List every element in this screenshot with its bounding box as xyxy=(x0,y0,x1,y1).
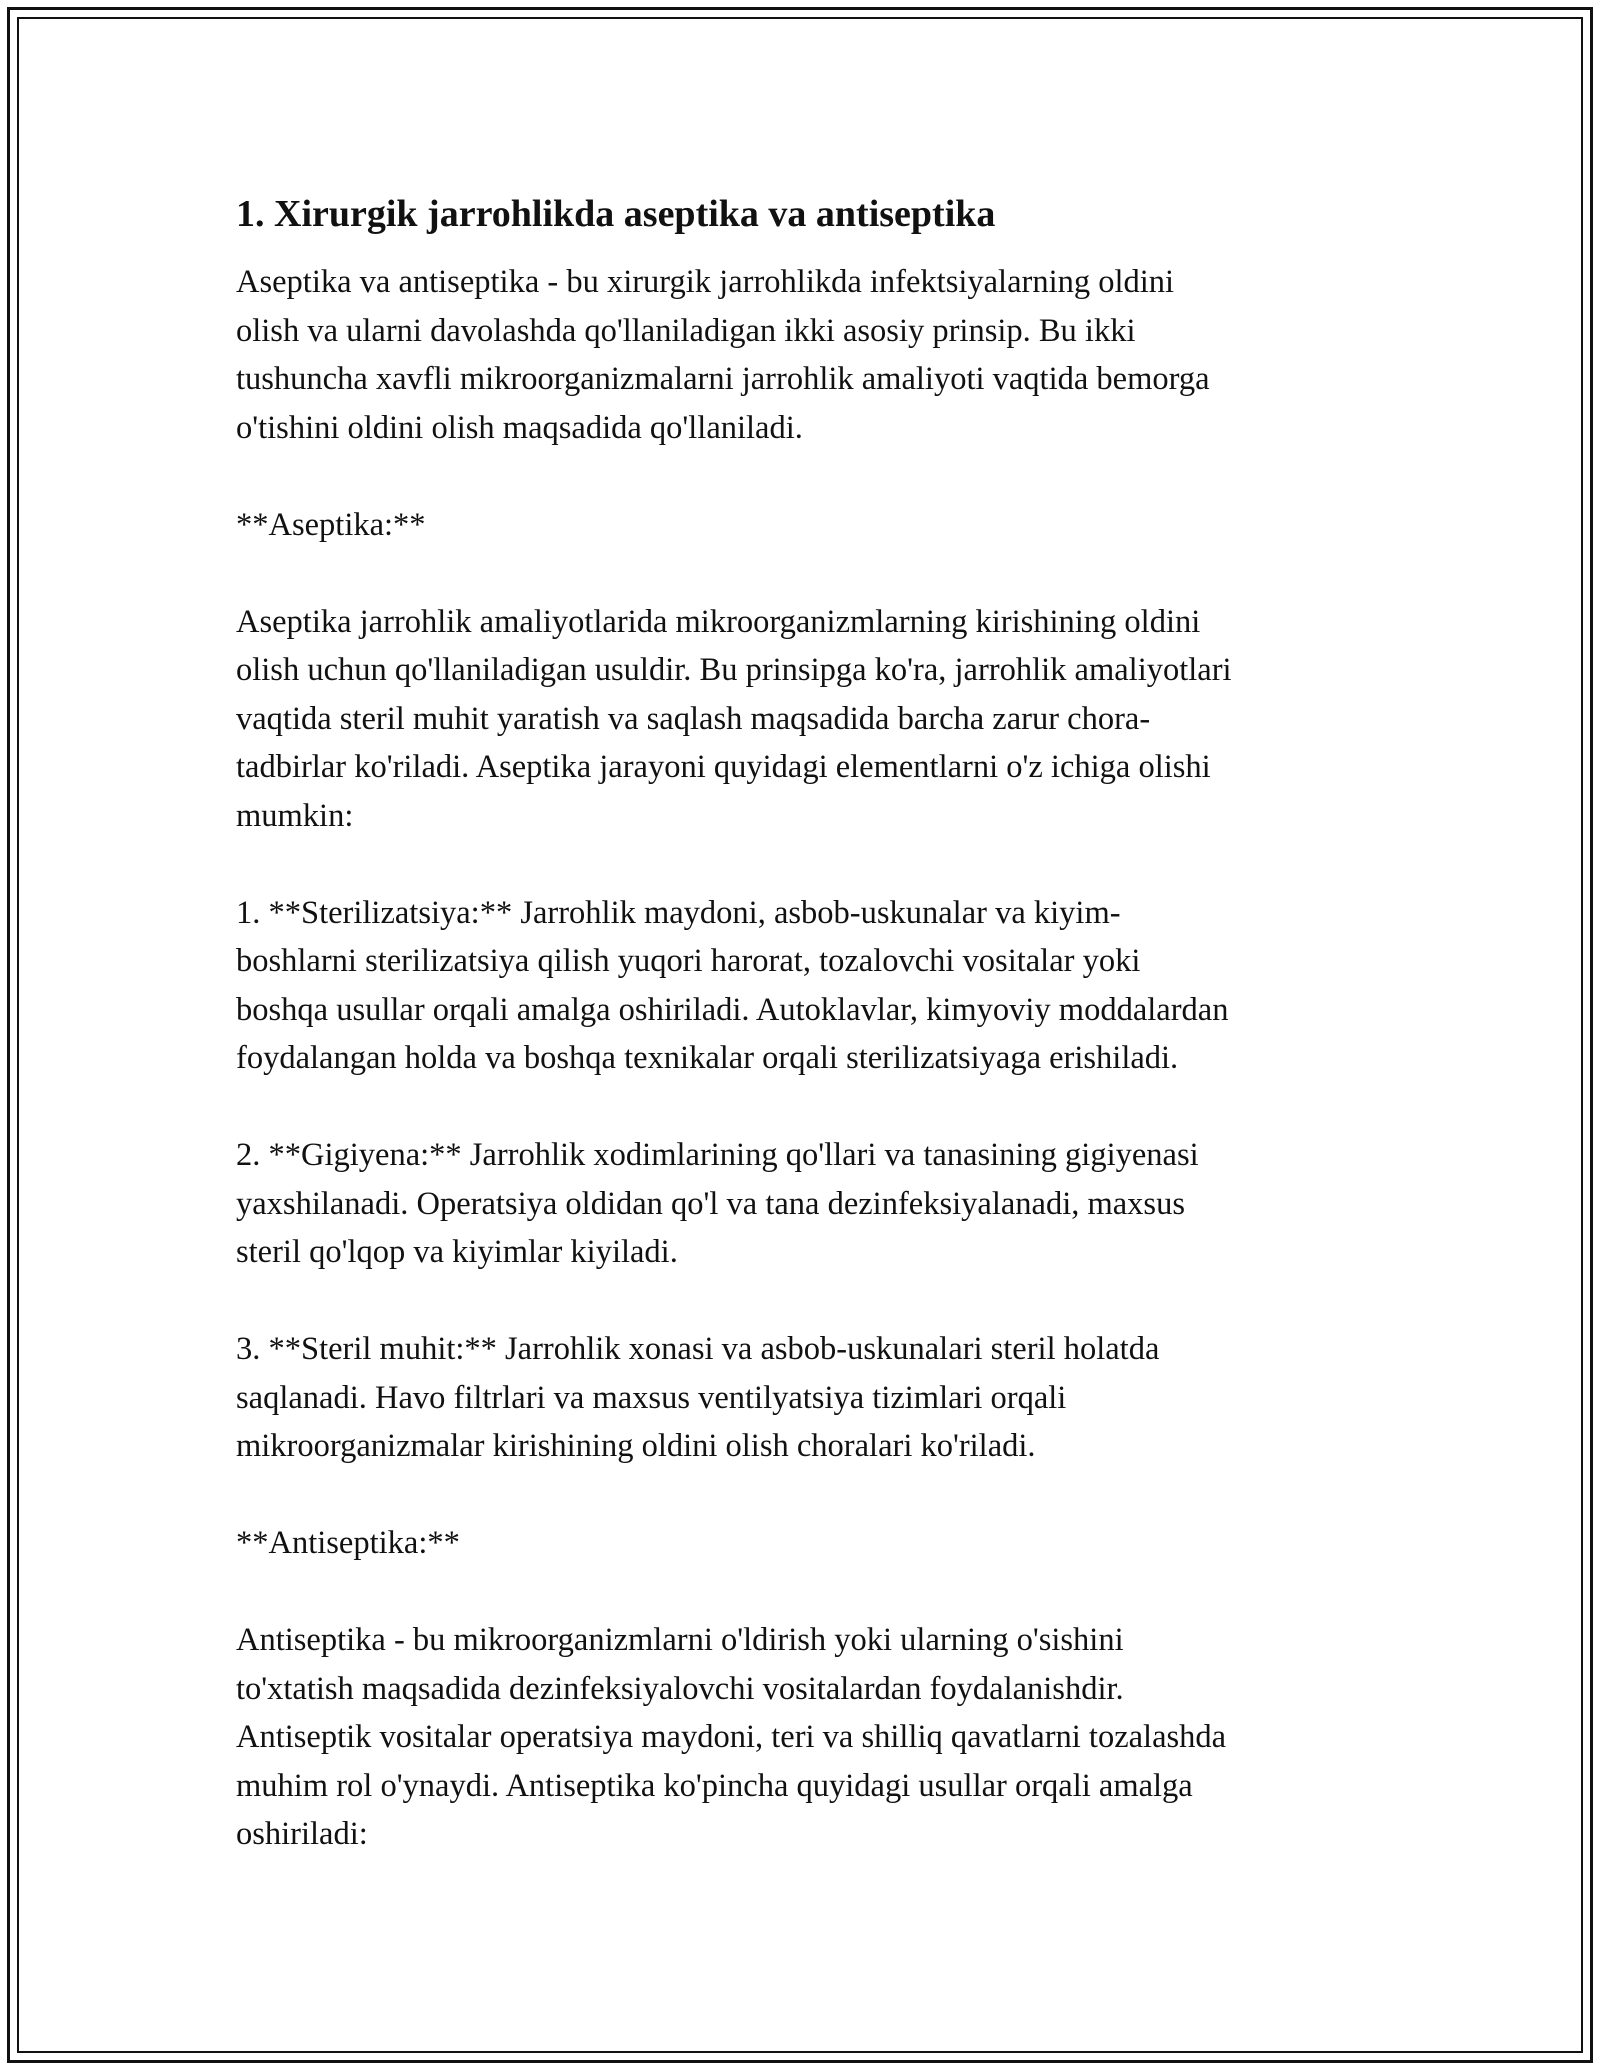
list-item-gigiyena xyxy=(236,1131,1376,1277)
text-line: yaxshilanadi. Operatsiya oldidan qo'l va tana dezinfeksiyalanadi, maxsus xyxy=(236,1185,1185,1222)
text-line: boshqa usullar orqali amalga oshiriladi. Autoklavlar, kimyoviy moddalardan xyxy=(236,991,1229,1028)
text-line: Antiseptik vositalar operatsiya maydoni, teri va shilliq qavatlarni tozalashda xyxy=(236,1719,1227,1755)
text-line: tadbirlar ko'riladi. Aseptika jarayoni quyidagi elementlarni o'z ichiga olishi xyxy=(236,749,1211,785)
text-line: oshiriladi: xyxy=(236,1816,368,1852)
text-line: Aseptika va antiseptika - bu xirurgik jarrohlikda infektsiyalarning oldini xyxy=(236,264,1175,300)
text-line: Aseptika jarrohlik amaliyotlarida mikroorganizmlarning kirishining oldini xyxy=(236,603,1201,640)
text-line: muhim rol o'ynaydi. Antiseptika ko'pincha quyidagi usullar orqali amalga xyxy=(236,1767,1193,1804)
document-body xyxy=(236,186,1376,1907)
text-line: tushuncha xavfli mikroorganizmalarni jarrohlik amaliyoti vaqtida bemorga xyxy=(236,361,1210,397)
list-item-sterilizatsiya xyxy=(236,889,1376,1083)
text-line: olish uchun qo'llaniladigan usuldir. Bu prinsipga ko'ra, jarrohlik amaliyotlari xyxy=(236,652,1232,688)
text-line: o'tishini oldini olish maqsadida qo'llaniladi. xyxy=(236,409,803,446)
text-line: olish va ularni davolashda qo'llaniladigan ikki asosiy prinsip. Bu ikki xyxy=(236,312,1136,349)
document-title: 1. Xirurgik jarrohlikda aseptika va antiseptika xyxy=(236,193,996,235)
text-line: steril qo'lqop va kiyimlar kiyiladi. xyxy=(236,1234,678,1270)
text-line: Antiseptika - bu mikroorganizmlarni o'ldirish yoki ularning o'sishini xyxy=(236,1622,1124,1658)
text-line: to'xtatish maqsadida dezinfeksiyalovchi vositalardan foydalanishdir. xyxy=(236,1670,1124,1707)
text-line: 1. **Sterilizatsiya:** Jarrohlik maydoni, asbob-uskunalar va kiyim- xyxy=(236,894,1121,931)
text-line: 3. **Steril muhit:** Jarrohlik xonasi va asbob-uskunalari steril holatda xyxy=(236,1331,1160,1367)
antiseptika-heading xyxy=(236,1519,1376,1568)
text-line: 2. **Gigiyena:** Jarrohlik xodimlarining qo'llari va tanasining gigiyenasi xyxy=(236,1137,1199,1173)
text-line: **Antiseptika:** xyxy=(236,1525,460,1561)
text-line: boshlarni sterilizatsiya qilish yuqori harorat, tozalovchi vositalar yoki xyxy=(236,943,1141,979)
aseptika-paragraph xyxy=(236,598,1376,841)
intro-paragraph xyxy=(236,258,1376,452)
list-item-steril-muhit xyxy=(236,1325,1376,1471)
text-line: vaqtida steril muhit yaratish va saqlash maqsadida barcha zarur chora- xyxy=(236,700,1151,737)
text-line: mikroorganizmalar kirishining oldini olish choralari ko'riladi. xyxy=(236,1428,1036,1464)
text-line: saqlanadi. Havo filtrlari va maxsus ventilyatsiya tizimlari orqali xyxy=(236,1379,1067,1416)
text-line: **Aseptika:** xyxy=(236,506,426,543)
antiseptika-paragraph xyxy=(236,1616,1376,1859)
text-line: mumkin: xyxy=(236,797,354,834)
text-line: foydalangan holda va boshqa texnikalar orqali sterilizatsiyaga erishiladi. xyxy=(236,1040,1179,1076)
aseptika-heading xyxy=(236,501,1376,550)
